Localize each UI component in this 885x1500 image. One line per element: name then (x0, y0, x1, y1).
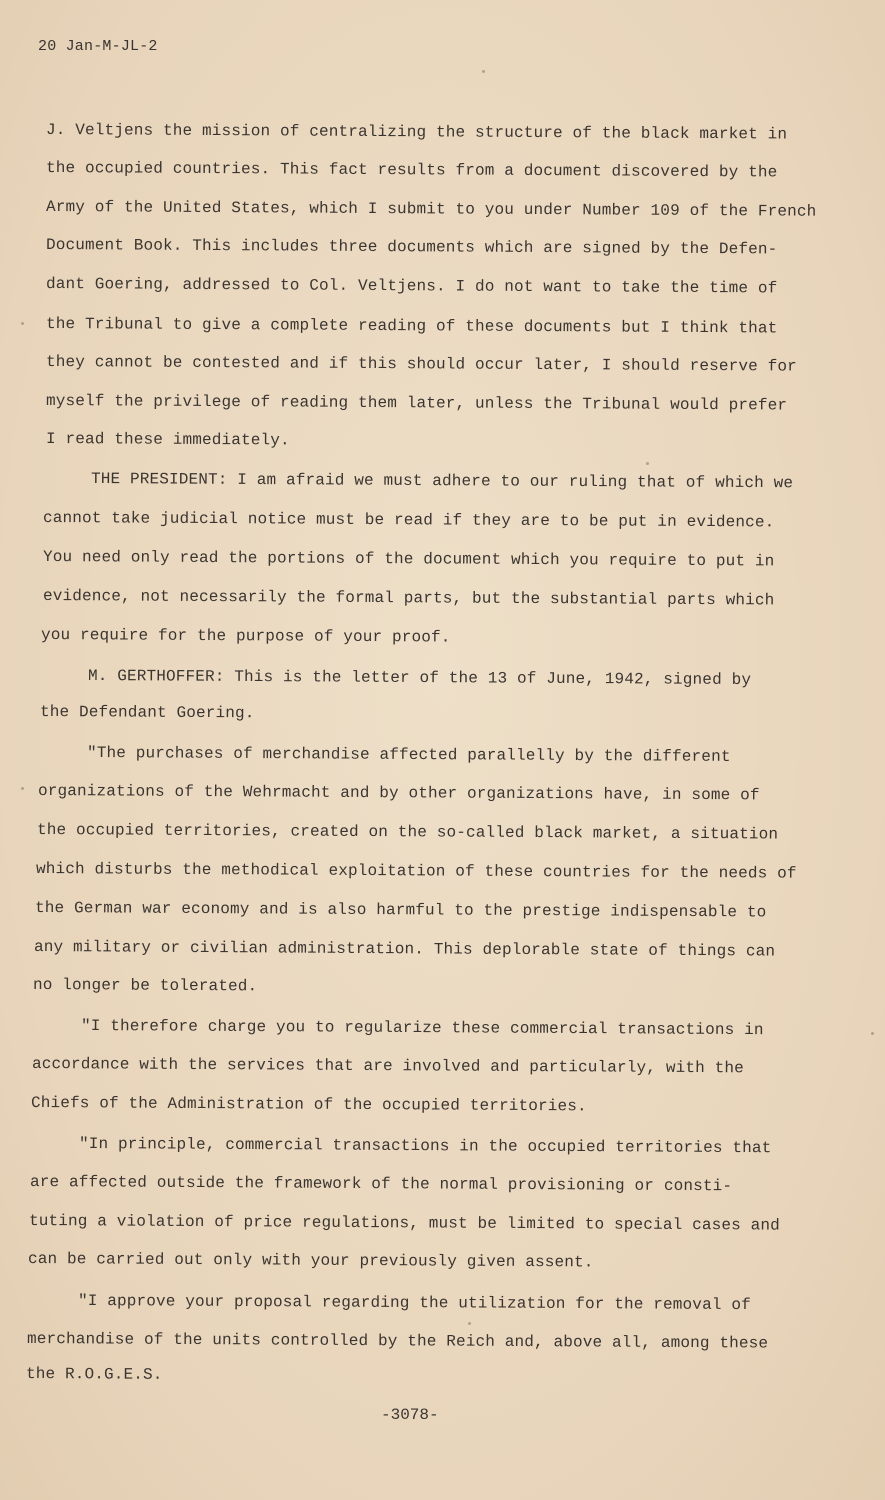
text-line: Document Book. This includes three documents which are signed by the Defen- (45, 236, 778, 259)
text-line: the Defendant Goering. (39, 703, 255, 723)
document-header: 20 Jan-M-JL-2 (38, 38, 158, 55)
text-line: THE PRESIDENT: I am afraid we must adhere to our ruling that of which we (90, 470, 794, 493)
text-line: are affected outside the framework of the normal provisioning or consti- (29, 1173, 733, 1196)
text-line: myself the privilege of reading them later, unless the Tribunal would prefer (45, 392, 788, 415)
text-line: can be carried out only with your previously given assent. (27, 1250, 594, 1272)
text-line: organizations of the Wehrmacht and by other organizations have, in some of (37, 782, 760, 805)
page-number: -3078- (381, 1406, 439, 1424)
text-line: the Tribunal to give a complete reading of these documents but I think that (45, 315, 778, 338)
text-line: "I approve your proposal regarding the utilization for the removal of (77, 1292, 751, 1315)
text-line: merchandise of the units controlled by the Reich and, above all, among these (26, 1330, 769, 1353)
text-line: you require for the purpose of your proof. (40, 626, 451, 647)
paper-speck (871, 1032, 874, 1035)
text-line: "The purchases of merchandise affected parallelly by the different (86, 744, 731, 766)
text-line: the occupied territories, created on the so-called black market, a situation (36, 821, 779, 844)
text-line: evidence, not necessarily the formal parts, but the substantial parts which (42, 587, 775, 610)
text-line: I read these immediately. (45, 430, 290, 450)
text-line: M. GERTHOFFER: This is the letter of the 13 of June, 1942, signed by (87, 667, 752, 690)
text-line: "In principle, commercial transactions in the occupied territories that (78, 1135, 772, 1158)
text-line: You need only read the portions of the document which you require to put in (42, 548, 775, 571)
text-line: the German war economy and is also harmful to the prestige indispensable to (34, 899, 767, 922)
text-line: no longer be tolerated. (32, 976, 258, 996)
text-line: accordance with the services that are involved and particularly, with the (31, 1055, 744, 1078)
text-line: Army of the United States, which I submit to you under Number 109 of the French (45, 198, 817, 221)
text-line: which disturbs the methodical exploitation of these countries for the needs of (35, 860, 797, 883)
text-line: dant Goering, addressed to Col. Veltjens. I do not want to take the time of (45, 275, 778, 298)
text-line: any military or civilian administration. This deplorable state of things can (33, 938, 776, 961)
text-line: cannot take judicial notice must be read if they are to be put in evidence. (42, 509, 775, 532)
text-line: Chiefs of the Administration of the occupied territories. (30, 1094, 587, 1116)
text-line: they cannot be contested and if this should occur later, I should reserve for (45, 353, 797, 376)
text-line: J. Veltjens the mission of centralizing the structure of the black market in (45, 121, 788, 144)
text-line: tuting a violation of price regulations, must be limited to special cases and (28, 1212, 780, 1235)
paper-speck (21, 787, 24, 790)
paper-speck (21, 322, 24, 325)
paper-speck (468, 1322, 471, 1325)
text-line: "I therefore charge you to regularize these commercial transactions in (80, 1017, 764, 1040)
paper-speck (482, 70, 485, 73)
text-line: the R.O.G.E.S. (25, 1365, 163, 1384)
paper-speck (646, 462, 649, 465)
text-line: the occupied countries. This fact results from a document discovered by the (45, 159, 778, 182)
